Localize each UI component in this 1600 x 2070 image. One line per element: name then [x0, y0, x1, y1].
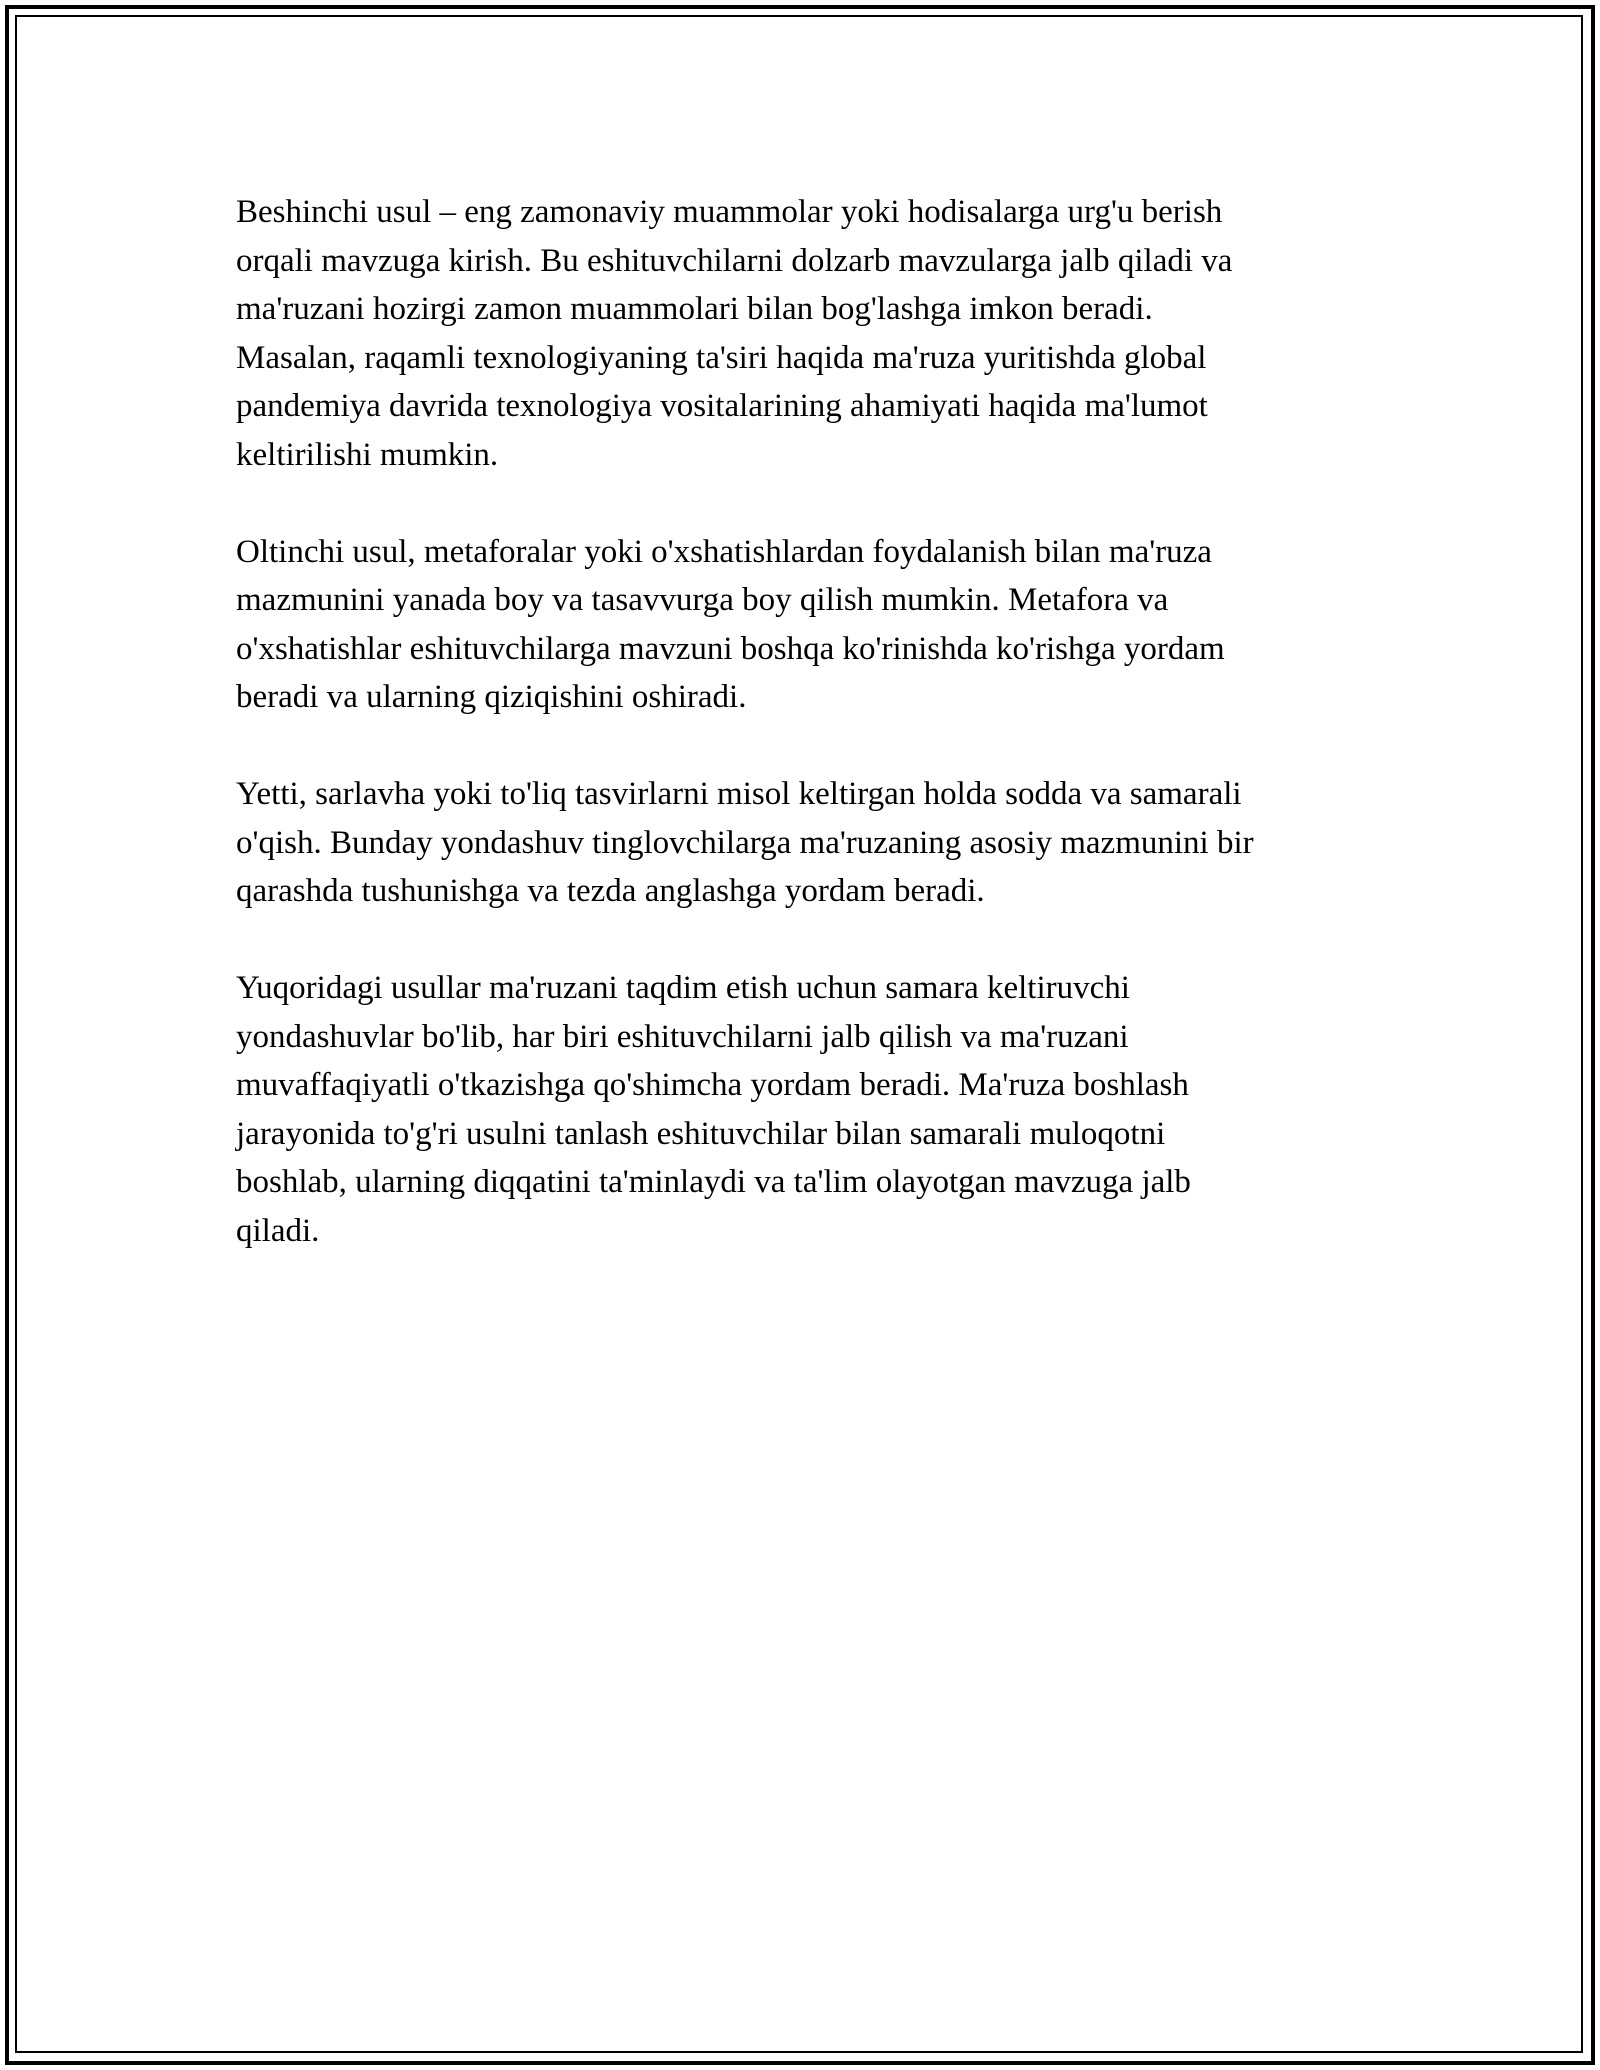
paragraph-sixth-method: [236, 528, 1386, 722]
text-line: beradi va ularning qiziqishini oshiradi.: [236, 679, 747, 715]
text-line: boshlab, ularning diqqatini ta'minlaydi va ta'lim olayotgan mavzuga jalb: [236, 1164, 1191, 1200]
text-line: muvaffaqiyatli o'tkazishga qo'shimcha yordam beradi. Ma'ruza boshlash: [236, 1067, 1189, 1103]
text-line: qiladi.: [236, 1212, 320, 1249]
paragraph-seventh-method: [236, 770, 1386, 916]
text-line: Yetti, sarlavha yoki to'liq tasvirlarni misol keltirgan holda sodda va samarali: [236, 776, 1242, 812]
text-line: o'xshatishlar eshituvchilarga mavzuni boshqa ko'rinishda ko'rishga yordam: [236, 630, 1225, 667]
text-line: mazmunini yanada boy va tasavvurga boy qilish mumkin. Metafora va: [236, 582, 1169, 618]
text-line: Oltinchi usul, metaforalar yoki o'xshatishlardan foydalanish bilan ma'ruza: [236, 533, 1212, 570]
text-line: Beshinchi usul – eng zamonaviy muammolar yoki hodisalarga urg'u berish: [236, 194, 1223, 230]
text-line: ma'ruzani hozirgi zamon muammolari bilan bog'lashga imkon beradi.: [236, 291, 1153, 327]
paragraph-fifth-method: [236, 188, 1386, 479]
text-line: Masalan, raqamli texnologiyaning ta'siri haqida ma'ruza yuritishda global: [236, 339, 1207, 376]
text-line: Yuqoridagi usullar ma'ruzani taqdim etish uchun samara keltiruvchi: [236, 970, 1130, 1006]
text-line: orqali mavzuga kirish. Bu eshituvchilarni dolzarb mavzularga jalb qiladi va: [236, 242, 1233, 279]
document-body: [236, 188, 1386, 1304]
text-line: jarayonida to'g'ri usulni tanlash eshituvchilar bilan samarali muloqotni: [236, 1115, 1166, 1152]
paragraph-conclusion: [236, 964, 1386, 1255]
text-line: o'qish. Bunday yondashuv tinglovchilarga ma'ruzaning asosiy mazmunini bir: [236, 824, 1254, 861]
text-line: pandemiya davrida texnologiya vositalarining ahamiyati haqida ma'lumot: [236, 388, 1208, 424]
text-line: keltirilishi mumkin.: [236, 436, 499, 473]
text-line: yondashuvlar bo'lib, har biri eshituvchilarni jalb qilish va ma'ruzani: [236, 1018, 1129, 1055]
text-line: qarashda tushunishga va tezda anglashga yordam beradi.: [236, 873, 985, 909]
